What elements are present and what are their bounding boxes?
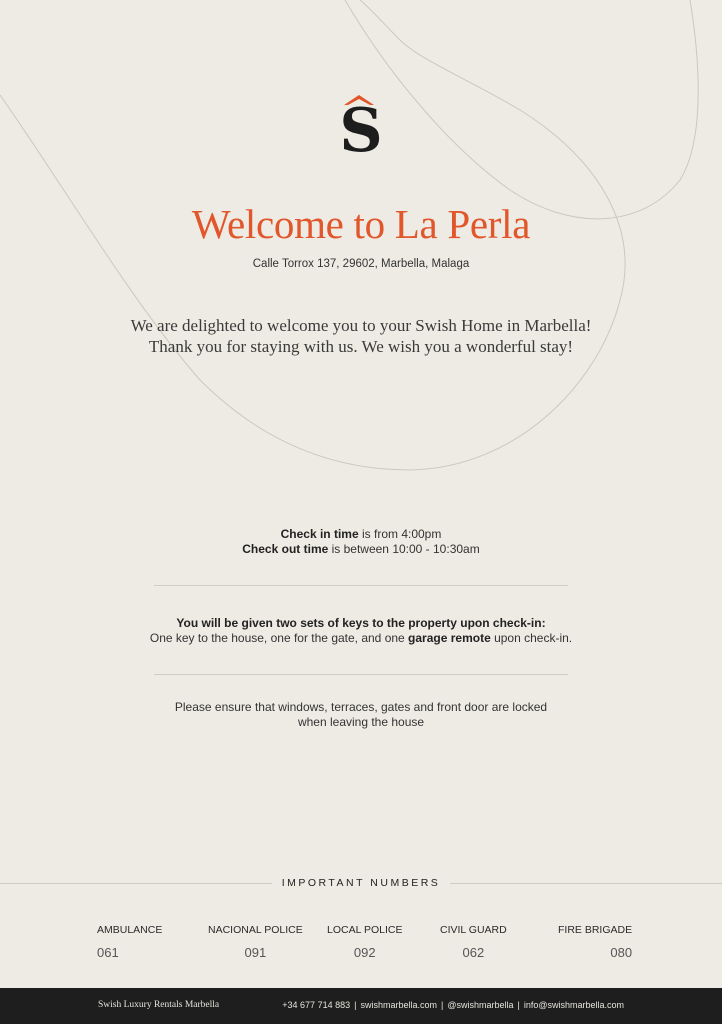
keys-line-pre: One key to the house, one for the gate, and one [149, 631, 409, 645]
emergency-number-fire-brigade [558, 924, 632, 960]
footer-social-link[interactable]: @swishmarbella [447, 1000, 514, 1010]
footer-phone[interactable]: +34 677 714 883 [282, 1000, 351, 1010]
lock-reminder-line-2: when leaving the house [297, 715, 425, 729]
checkin-text: is from 4:00pm [358, 527, 442, 541]
footer-bar [0, 988, 722, 1024]
lock-reminder-line-1: Please ensure that windows, terraces, gates and front door are locked [174, 700, 548, 714]
divider [154, 585, 568, 586]
emergency-label: CIVIL GUARD [440, 924, 507, 936]
footer-separator: | [440, 1000, 444, 1010]
emergency-value: 092 [353, 945, 376, 960]
keys-line-bold: garage remote [408, 631, 491, 645]
logo-letter: S [339, 96, 383, 166]
property-address: Calle Torrox 137, 29602, Marbella, Malaga [252, 258, 470, 270]
footer-separator: | [517, 1000, 520, 1010]
important-numbers-title: IMPORTANT NUMBERS [281, 877, 441, 889]
keys-heading [0, 616, 722, 631]
emergency-label: LOCAL POLICE [327, 924, 403, 936]
brand-logo [336, 92, 386, 168]
checkin-info [0, 527, 722, 557]
keys-line [0, 631, 722, 646]
divider [450, 883, 722, 884]
emergency-label: AMBULANCE [97, 924, 163, 936]
welcome-message [0, 315, 722, 357]
footer-email-link[interactable]: info@swishmarbella.com [523, 1000, 624, 1010]
emergency-label: FIRE BRIGADE [558, 924, 633, 936]
divider [154, 674, 568, 675]
welcome-line-2: Thank you for staying with us. We wish you a wonderful stay! [148, 337, 574, 356]
keys-info [0, 616, 722, 646]
checkout-time-line [0, 542, 722, 557]
lock-reminder [0, 700, 722, 730]
footer-website-link[interactable]: swishmarbella.com [360, 1000, 437, 1010]
emergency-number-civil-guard [440, 924, 507, 960]
emergency-number-ambulance [97, 924, 162, 960]
footer-brand: Swish Luxury Rentals Marbella [98, 1000, 220, 1010]
checkin-label: Check in time [280, 527, 359, 541]
keys-line-post: upon check-in. [490, 631, 573, 645]
emergency-label: NACIONAL POLICE [208, 924, 303, 936]
emergency-value: 091 [244, 945, 267, 960]
page-title: Welcome to La Perla [191, 201, 531, 247]
checkin-time-line [0, 527, 722, 542]
emergency-value: 062 [462, 945, 485, 960]
checkout-text: is between 10:00 - 10:30am [328, 542, 480, 556]
keys-heading-text: You will be given two sets of keys to the property upon check-in: [176, 616, 546, 630]
footer-contacts [282, 1000, 624, 1010]
emergency-number-nacional-police [208, 924, 303, 960]
emergency-value: 080 [610, 945, 633, 960]
welcome-line-1: We are delighted to welcome you to your Swish Home in Marbella! [130, 316, 592, 335]
footer-separator: | [354, 1000, 357, 1010]
checkout-label: Check out time [242, 542, 329, 556]
emergency-value: 061 [97, 945, 119, 960]
emergency-number-local-police [327, 924, 402, 960]
